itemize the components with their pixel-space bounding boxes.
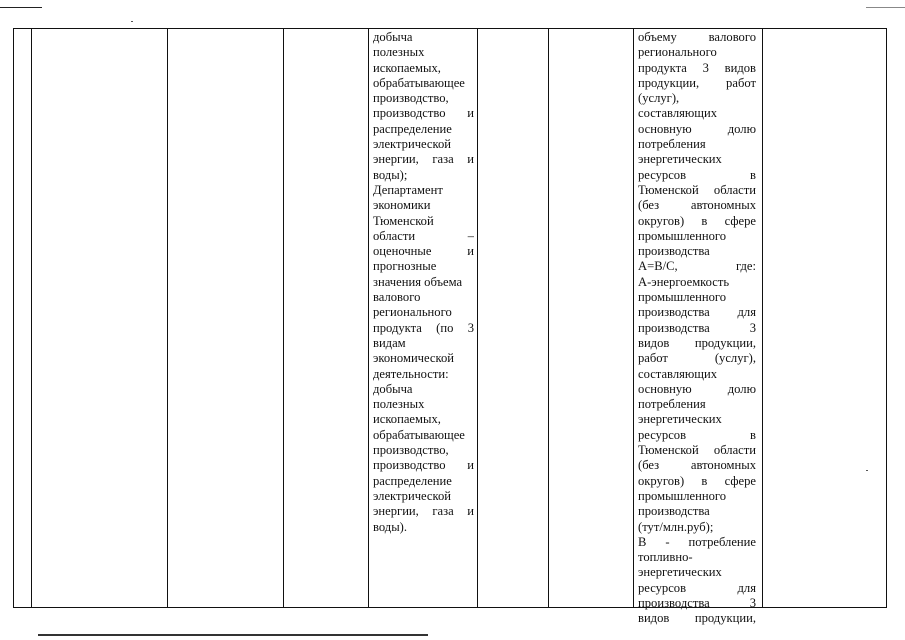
text-line: области – — [373, 228, 474, 243]
table-column-divider — [548, 29, 549, 607]
text-line: производства для — [638, 305, 756, 320]
text-line: составляющих — [638, 366, 718, 381]
text-line: деятельности: — [373, 366, 449, 381]
text-line: (без автономных — [638, 198, 756, 213]
text-line: энергии, газа и — [373, 152, 474, 167]
text-line: прогнозные — [373, 259, 437, 274]
text-line: Департамент — [373, 182, 443, 197]
document-table — [13, 28, 887, 626]
text-line: промышленного — [638, 228, 727, 243]
text-line: A=B/C, где: — [638, 259, 756, 274]
text-line: производства 3 — [638, 595, 756, 610]
text-line: энергетических — [638, 565, 722, 580]
table-column-divider — [31, 29, 32, 607]
text-line: продукта 3 видов — [638, 60, 756, 75]
text-line: (без автономных — [638, 458, 756, 473]
table-column-divider — [283, 29, 284, 607]
text-line: ресурсов в — [638, 167, 756, 182]
text-line: основную долю — [638, 121, 756, 136]
text-line: Тюменской области — [638, 182, 756, 197]
text-line: округов) в сфере — [638, 473, 756, 488]
text-line: ископаемых, — [373, 412, 441, 427]
text-line: регионального — [638, 45, 717, 60]
text-line: продукции, работ — [638, 75, 756, 90]
text-line: продукта (по 3 — [373, 320, 474, 335]
text-line: округов) в сфере — [638, 213, 756, 228]
text-line: электрической — [373, 488, 452, 503]
table-column-divider — [167, 29, 168, 607]
text-line: производство, — [373, 91, 449, 106]
text-line: воды). — [373, 519, 408, 534]
text-line: производство и — [373, 458, 474, 473]
text-line: энергетических — [638, 152, 722, 167]
text-line: ресурсов для — [638, 580, 756, 595]
text-line: экономики — [373, 198, 431, 213]
text-line: Тюменской — [373, 213, 434, 228]
text-line: работ (услуг), — [638, 351, 756, 366]
text-line: потребления — [638, 137, 706, 152]
table-column-divider — [477, 29, 478, 607]
text-line: полезных — [373, 397, 425, 412]
text-line: полезных — [373, 45, 425, 60]
text-line: энергии, газа и — [373, 504, 474, 519]
text-line: производство, — [373, 443, 449, 458]
text-line: регионального — [373, 305, 452, 320]
text-line: производство и — [373, 106, 474, 121]
table-column-divider — [368, 29, 369, 607]
text-line: А-энергоемкость — [638, 274, 730, 289]
text-line: топливно- — [638, 550, 693, 565]
scan-edge-line-bottom — [38, 634, 428, 636]
text-line: (тут/млн.руб); — [638, 519, 714, 534]
text-line: производства — [638, 244, 710, 259]
text-line: производства 3 — [638, 320, 756, 335]
table-column-divider — [633, 29, 634, 607]
text-line: В - потребление — [638, 534, 756, 549]
text-line: оценочные и — [373, 244, 474, 259]
text-line: потребления — [638, 397, 706, 412]
scan-edge-line-top-left — [0, 7, 42, 8]
text-line: распределение — [373, 121, 452, 136]
text-line: объему валового — [638, 30, 756, 44]
text-line: электрической — [373, 137, 452, 152]
table-column-divider — [762, 29, 763, 607]
text-line: экономической — [373, 351, 455, 366]
scan-edge-line-top-right — [866, 7, 905, 8]
text-line: значения объема — [373, 274, 463, 289]
table-cell-calculation-method — [638, 30, 756, 627]
text-line: составляющих — [638, 106, 718, 121]
text-line: (услуг), — [638, 91, 680, 106]
text-line: распределение — [373, 473, 452, 488]
text-line: воды); — [373, 167, 408, 182]
text-line: добыча — [373, 381, 413, 396]
text-line: видов продукции, — [638, 611, 756, 626]
text-line: энергетических — [638, 412, 722, 427]
text-line: ископаемых, — [373, 60, 441, 75]
text-line: добыча — [373, 30, 413, 44]
text-line: видов продукции, — [638, 335, 756, 350]
text-line: промышленного — [638, 488, 727, 503]
scan-speck — [131, 21, 133, 22]
text-line: валового — [373, 290, 421, 305]
text-line: обрабатывающее — [373, 427, 465, 442]
text-line: основную долю — [638, 381, 756, 396]
text-line: производства — [638, 504, 710, 519]
text-line: обрабатывающее — [373, 75, 465, 90]
text-line: ресурсов в — [638, 427, 756, 442]
text-line: Тюменской области — [638, 443, 756, 458]
text-line: промышленного — [638, 290, 727, 305]
table-cell-data-sources — [373, 30, 474, 535]
text-line: видам — [373, 335, 406, 350]
